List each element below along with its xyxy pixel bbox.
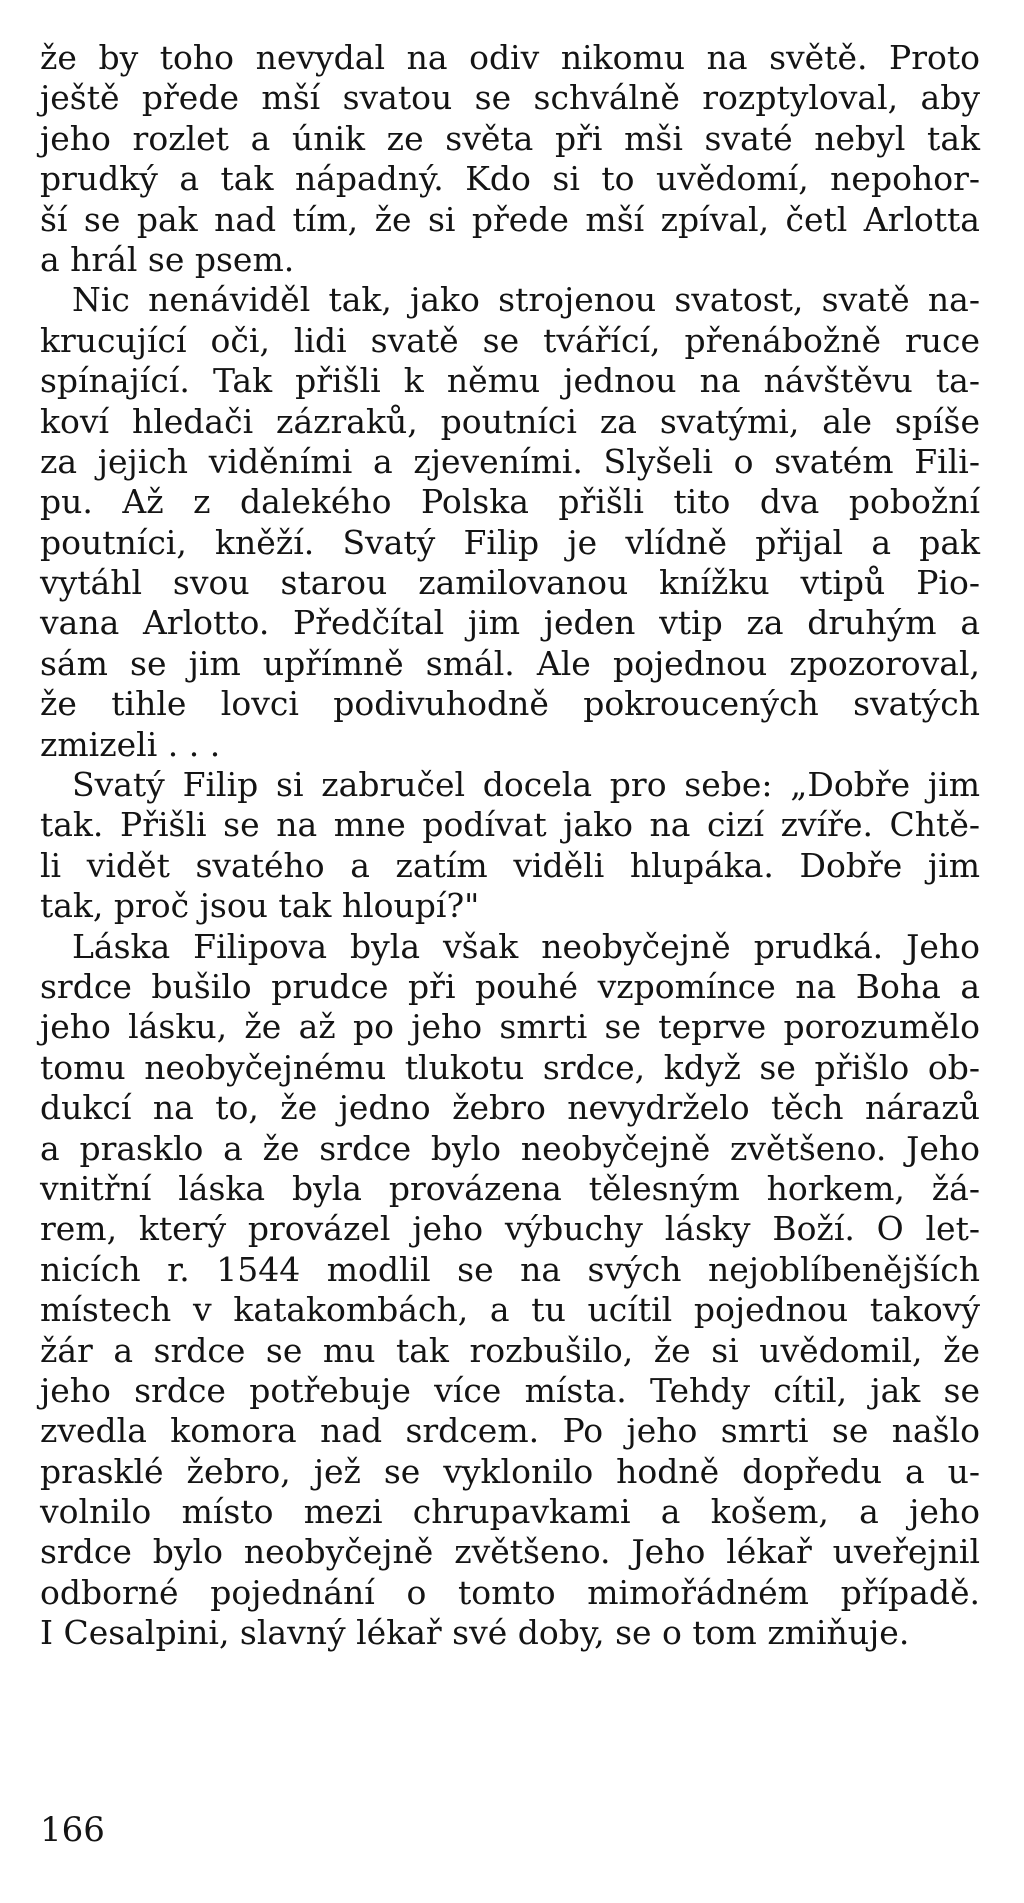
text-line: srdce bylo neobyčejně zvětšeno. Jeho lékař uveřejnil [40,1532,980,1572]
paragraph [40,38,980,280]
text-line: poutníci, kněží. Svatý Filip je vlídně přijal a pak [40,522,980,562]
paragraph [40,765,980,927]
text-line: vytáhl svou starou zamilovanou knížku vtipů Pio- [40,563,980,603]
text-line: žár a srdce se mu tak rozbušilo, že si uvědomil, že [40,1330,980,1370]
text-line: dukcí na to, že jedno žebro nevydrželo těch nárazů [40,1088,980,1128]
text-line: za jejich viděními a zjeveními. Slyšeli o svatém Fili- [40,441,980,481]
text-line: jeho srdce potřebuje více místa. Tehdy cítil, jak se [40,1370,980,1410]
text-line: koví hledači zázraků, poutníci za svatými, ale spíše [40,401,980,441]
text-line: sám se jim upřímně smál. Ale pojednou zpozoroval, [40,643,980,683]
page-number: 166 [40,1810,105,1850]
text-line: ší se pak nad tím, že si přede mší zpíval, četl Arlotta [40,199,980,239]
text-line: prasklé žebro, jež se vyklonilo hodně dopředu a u- [40,1451,980,1491]
text-line: že by toho nevydal na odiv nikomu na světě. Proto [40,38,980,77]
text-line: vana Arlotto. Předčítal jim jeden vtip za druhým a [40,603,980,643]
text-line: prudký a tak nápadný. Kdo si to uvědomí, nepohor- [40,159,980,199]
text-line: ještě přede mší svatou se schválně rozptyloval, aby [40,78,980,118]
text-line: místech v katakombách, a tu ucítil pojednou takový [40,1290,980,1330]
text-line: vnitřní láska byla provázena tělesným horkem, žá- [40,1168,980,1208]
text-line: spínající. Tak přišli k němu jednou na návštěvu ta- [40,361,980,401]
text-line: Nic nenáviděl tak, jako strojenou svatost, svatě na- [72,280,980,320]
body-text [40,38,980,1654]
text-line: že tihle lovci podivuhodně pokroucených svatých [40,684,980,724]
text-line: odborné pojednání o tomto mimořádném případě. [40,1572,980,1612]
text-line: rem, který provázel jeho výbuchy lásky Boží. O let- [40,1209,980,1249]
text-line: I Cesalpini, slavný lékař své doby, se o tom zmiňuje. [40,1613,910,1653]
paragraph [40,280,980,765]
text-line: srdce bušilo prudce při pouhé vzpomínce na Boha a [40,966,980,1006]
text-line: Láska Filipova byla však neobyčejně prudká. Jeho [72,926,980,966]
text-line: jeho rozlet a únik ze světa při mši svaté nebyl tak [40,118,980,158]
paragraph [40,927,980,1654]
text-line: tomu neobyčejnému tlukotu srdce, když se přišlo ob- [40,1047,980,1087]
text-line: jeho lásku, že až po jeho smrti se teprve porozumělo [40,1007,980,1047]
text-line: li vidět svatého a zatím viděli hlupáka. Dobře jim [40,845,980,885]
text-line: zvedla komora nad srdcem. Po jeho smrti se našlo [40,1411,980,1451]
text-line: Svatý Filip si zabručel docela pro sebe: „Dobře jim [72,765,980,805]
text-line: zmizeli . . . [40,724,221,764]
text-line: a prasklo a že srdce bylo neobyčejně zvětšeno. Jeho [40,1128,980,1168]
text-line: a hrál se psem. [40,239,295,279]
text-line: nicích r. 1544 modlil se na svých nejoblíbenějších [40,1249,980,1289]
text-line: volnilo místo mezi chrupavkami a košem, a jeho [40,1492,980,1532]
text-line: krucující oči, lidi svatě se tvářící, přenábožně ruce [40,320,980,360]
text-line: pu. Až z dalekého Polska přišli tito dva pobožní [40,482,980,522]
text-line: tak, proč jsou tak hloupí?" [40,886,480,926]
text-line: tak. Přišli se na mne podívat jako na cizí zvíře. Chtě- [40,805,980,845]
